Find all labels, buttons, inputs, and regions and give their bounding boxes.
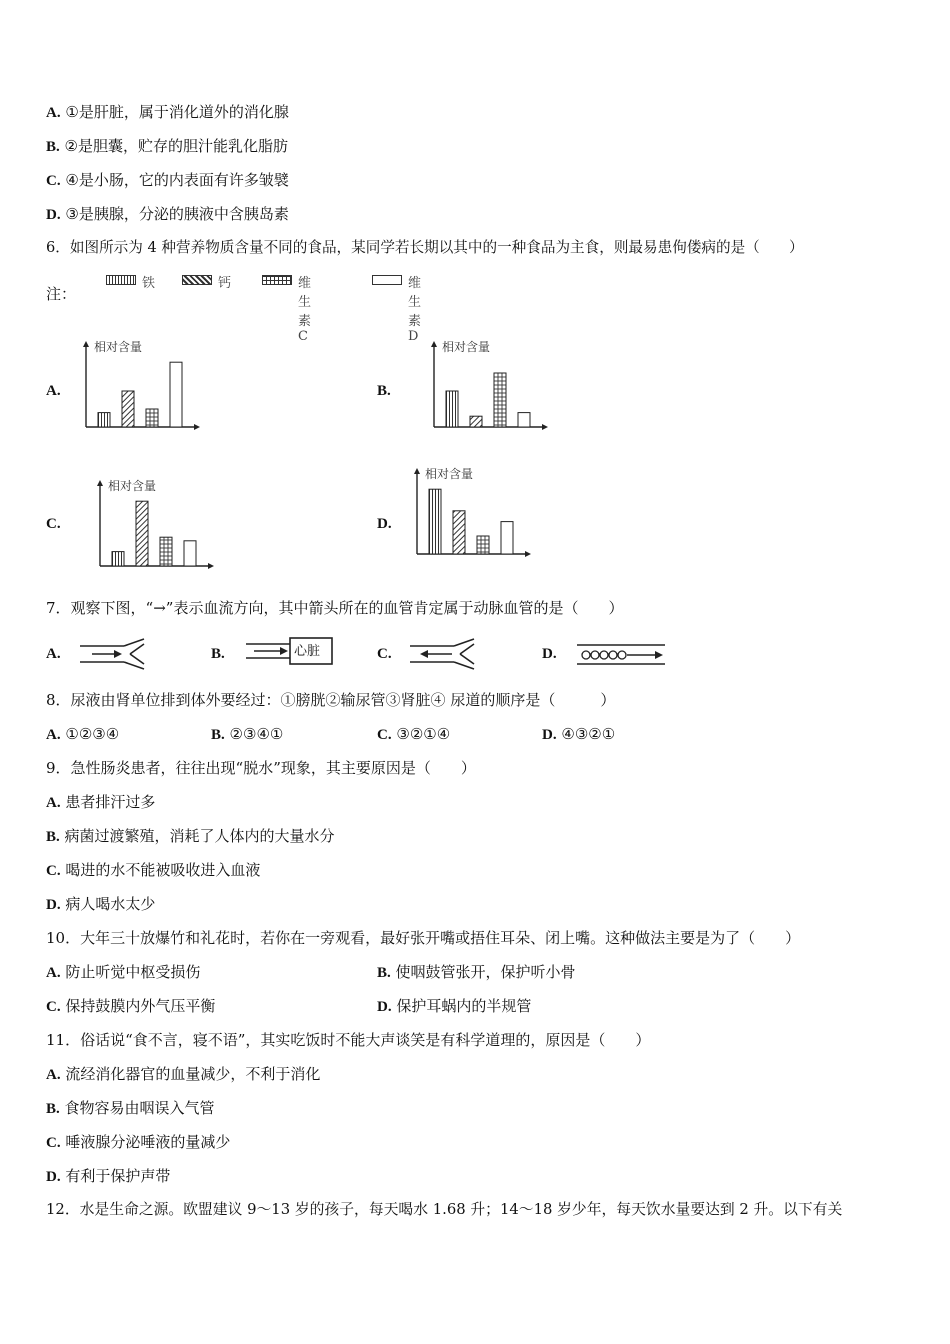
bar-iron — [98, 413, 110, 427]
q7-vessel-d-diagram — [575, 642, 671, 668]
q6-option-d-label: D. — [377, 516, 392, 532]
y-axis-label: 相对含量 — [442, 340, 491, 354]
y-axis-arrow-icon — [431, 341, 437, 347]
bar-vc — [494, 373, 506, 427]
q9-option-a: A. 患者排汗过多 — [46, 793, 156, 811]
q6-stem: 6．如图所示为 4 种营养物质含量不同的食品，某同学若长期以其中的一种食品为主食，则最易患佝偻病的是（ ） — [46, 239, 804, 256]
q10-option-c: C. 保持鼓膜内外气压平衡 — [46, 997, 216, 1015]
iron-swatch-icon — [106, 275, 136, 285]
x-axis-arrow-icon — [208, 563, 214, 569]
heart-label: 心脏 — [294, 644, 321, 659]
q6-note: 注： — [46, 285, 77, 303]
q9-stem: 9．急性肠炎患者，往往出现“脱水”现象，其主要原因是（ ） — [46, 759, 476, 777]
q8-option-c: C. ③②①④ — [377, 725, 451, 743]
bar-vd — [170, 362, 182, 427]
q7-option-d-label: D. — [542, 646, 557, 662]
q12-stem: 12．水是生命之源。欧盟建议 9～13 岁的孩子，每天喝水 1.68 升；14～18 岁少年，每天饮水量要达到 2 升。以下有关 — [46, 1201, 843, 1218]
q8-option-b: B. ②③④① — [211, 725, 284, 743]
q7-vessel-b-diagram — [244, 636, 340, 668]
chart-c — [90, 474, 230, 574]
q7-option-b-label: B. — [211, 646, 225, 662]
y-axis-arrow-icon — [414, 468, 420, 474]
q11-option-d: D. 有利于保护声带 — [46, 1167, 171, 1185]
bar-vc — [477, 536, 489, 554]
q7-vessel-c-diagram — [408, 638, 480, 670]
bar-vc — [146, 409, 158, 427]
bar-ca — [470, 416, 482, 427]
x-axis-arrow-icon — [542, 424, 548, 430]
q11-stem: 11．俗话说“食不言，寝不语”，其实吃饭时不能大声谈笑是有科学道理的，原因是（ ） — [46, 1031, 651, 1049]
chart-b — [424, 335, 564, 435]
y-axis-arrow-icon — [83, 341, 89, 347]
bar-iron — [429, 489, 441, 554]
bar-iron — [446, 391, 458, 427]
q7-option-a-label: A. — [46, 646, 61, 662]
bar-iron — [112, 552, 124, 566]
q5-option-c: C. ④是小肠，它的内表面有许多皱襞 — [46, 171, 289, 189]
calcium-swatch-icon — [182, 275, 212, 285]
q5-option-a: A. ①是肝脏，属于消化道外的消化腺 — [46, 103, 289, 121]
y-axis-label: 相对含量 — [94, 340, 143, 354]
q9-option-c: C. 喝进的水不能被吸收进入血液 — [46, 861, 261, 879]
q10-option-d: D. 保护耳蜗内的半规管 — [377, 997, 532, 1015]
q9-option-d: D. 病人喝水太少 — [46, 895, 156, 913]
q5-option-b: B. ②是胆囊，贮存的胆汁能乳化脂肪 — [46, 137, 288, 155]
q11-option-b: B. 食物容易由咽误入气管 — [46, 1099, 215, 1117]
q8-stem: 8．尿液由肾单位排到体外要经过：①膀胱②输尿管③肾脏④ 尿道的顺序是（ ） — [46, 691, 616, 709]
q5-option-d: D. ③是胰腺，分泌的胰液中含胰岛素 — [46, 205, 289, 223]
q11-option-c: C. 唾液腺分泌唾液的量减少 — [46, 1133, 231, 1151]
vitamin-c-swatch-icon — [262, 275, 292, 285]
chart-d — [407, 462, 547, 562]
q6-option-a-label: A. — [46, 383, 61, 399]
q8-option-d: D. ④③②① — [542, 725, 616, 743]
q6-option-b-label: B. — [377, 383, 391, 399]
y-axis-label: 相对含量 — [108, 479, 157, 493]
bar-vd — [518, 413, 530, 427]
q6-option-c-label: C. — [46, 516, 61, 532]
q10-stem: 10．大年三十放爆竹和礼花时，若你在一旁观看，最好张开嘴或捂住耳朵、闭上嘴。这种做法主要是为了（ ） — [46, 929, 801, 947]
bar-ca — [122, 391, 134, 427]
bar-vd — [501, 522, 513, 554]
q7-stem: 7．观察下图，“→”表示血流方向，其中箭头所在的血管肯定属于动脉血管的是（ ） — [46, 599, 624, 617]
y-axis-label: 相对含量 — [425, 467, 474, 481]
q7-option-c-label: C. — [377, 646, 392, 662]
x-axis-arrow-icon — [194, 424, 200, 430]
bar-vc — [160, 537, 172, 566]
bar-ca — [453, 511, 465, 554]
bar-vd — [184, 541, 196, 566]
q8-option-a: A. ①②③④ — [46, 725, 120, 743]
x-axis-arrow-icon — [525, 551, 531, 557]
y-axis-arrow-icon — [97, 480, 103, 486]
q10-option-a: A. 防止听觉中枢受损伤 — [46, 963, 201, 981]
q11-option-a: A. 流经消化器官的血量减少，不利于消化 — [46, 1065, 321, 1083]
q9-option-b: B. 病菌过渡繁殖，消耗了人体内的大量水分 — [46, 827, 335, 845]
vitamin-d-swatch-icon — [372, 275, 402, 285]
q10-option-b: B. 使咽鼓管张开，保护听小骨 — [377, 963, 576, 981]
chart-a — [76, 335, 216, 435]
q7-vessel-a-diagram — [78, 638, 150, 670]
bar-ca — [136, 501, 148, 566]
